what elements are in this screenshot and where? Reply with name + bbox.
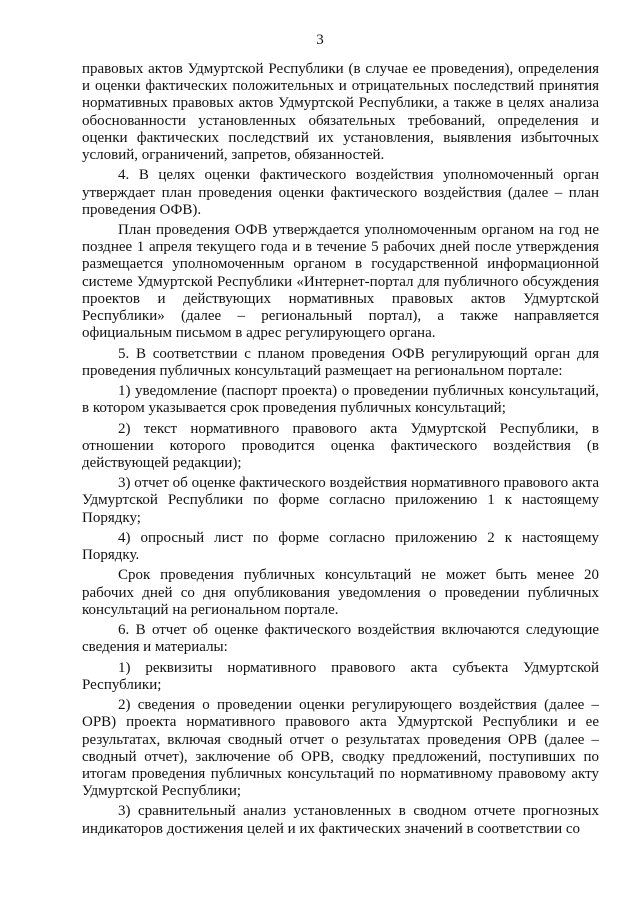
paragraph: Срок проведения публичных консультаций не может быть менее 20 рабочих дней со дня опубликования уведомления о проведении публичных консультаций на региональном портале.: [82, 567, 599, 618]
paragraph: 5. В соответствии с планом проведения ОФВ регулирующий орган для проведения публичных консультаций размещает на региональном портале:: [82, 345, 599, 379]
list-item: 1) реквизиты нормативного правового акта субъекта Удмуртской Республики;: [82, 659, 599, 693]
paragraph: План проведения ОФВ утверждается уполномоченным органом на год не позднее 1 апреля текущего года и в течение 5 рабочих дней после утверждения размещается уполномоченным органом в государственной информационной системе Удмуртской Республики «Интернет-портал для публичного обсуждения проектов и действующих нормативных правовых актов Удмуртской Республики» (далее – региональный портал), а также направляется официальным письмом в адрес регулирующего органа.: [82, 222, 599, 342]
list-item: 4) опросный лист по форме согласно приложению 2 к настоящему Порядку.: [82, 529, 599, 564]
page-number: 3: [316, 32, 324, 48]
list-item: 3) отчет об оценке фактического воздействия нормативного правового акта Удмуртской Республики по форме согласно приложению 1 к настоящему Порядку;: [82, 475, 599, 526]
list-item: 2) сведения о проведении оценки регулирующего воздействия (далее – ОРВ) проекта нормативного правового акта Удмуртской Республики и ее результатах, включая сводный отчет о результатах проведения ОРВ (далее – сводный отчет), заключение об ОРВ, сводку предложений, поступивших по итогам проведения публичных консультаций по нормативному правовому акту Удмуртской Республики;: [82, 697, 599, 800]
list-item: 2) текст нормативного правового акта Удмуртской Республики, в отношении которого проводится оценка фактического воздействия (в действующей редакции);: [82, 420, 599, 471]
paragraph: 4. В целях оценки фактического воздействия уполномоченный орган утверждает план проведения оценки фактического воздействия (далее – план проведения ОФВ).: [82, 167, 599, 218]
list-item: 3) сравнительный анализ установленных в сводном отчете прогнозных индикаторов достижения целей и их фактических значений в соответствии со: [82, 803, 599, 837]
document-body: [82, 61, 599, 841]
paragraph: 6. В отчет об оценке фактического воздействия включаются следующие сведения и материалы:: [82, 622, 599, 656]
list-item: 1) уведомление (паспорт проекта) о проведении публичных консультаций, в котором указывается срок проведения публичных консультаций;: [82, 383, 599, 417]
paragraph: правовых актов Удмуртской Республики (в случае ее проведения), определения и оценки фактических положительных и отрицательных последствий принятия нормативных правовых актов Удмуртской Республики, а также в целях анализа обоснованности установленных обязательных требований, определения и оценки фактических последствий их установления, выявления избыточных условий, ограничений, запретов, обязанностей.: [82, 61, 599, 164]
